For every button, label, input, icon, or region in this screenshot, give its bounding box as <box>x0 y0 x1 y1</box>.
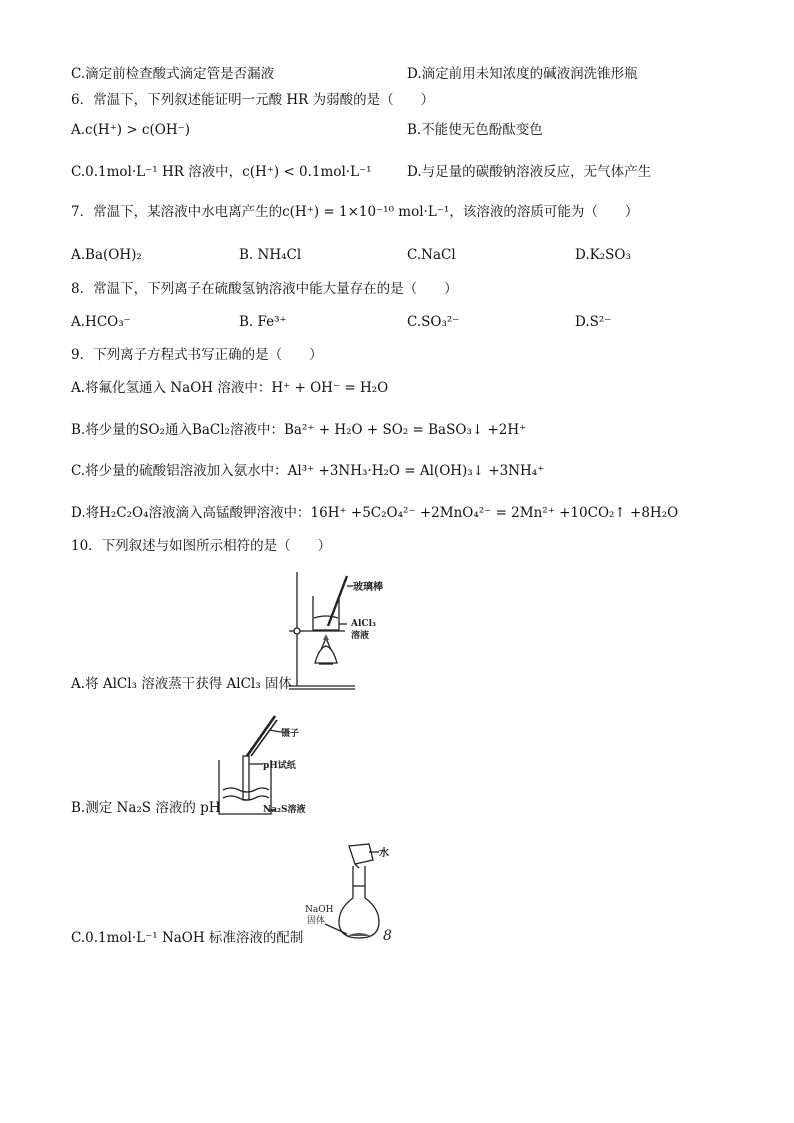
q10-option-c: C.0.1mol·L⁻¹ NaOH 标准溶液的配制 <box>71 930 304 946</box>
q7-option-d: D.K₂SO₃ <box>575 247 631 263</box>
q6-option-b: B.不能使无色酚酞变色 <box>407 122 543 138</box>
q6-option-a: A.c(H⁺) > c(OH⁻) <box>71 122 190 138</box>
figure-volumetric-flask <box>303 838 403 948</box>
mark-8: 8 <box>383 928 392 944</box>
q6-option-c: C.0.1mol·L⁻¹ HR 溶液中，c(H⁺) < 0.1mol·L⁻¹ <box>71 164 372 180</box>
q6-stem: 6．常温下，下列叙述能证明一元酸 HR 为弱酸的是（ ） <box>71 92 435 108</box>
q10-option-a: A.将 AlCl₃ 溶液蒸干获得 AlCl₃ 固体 <box>71 676 292 692</box>
q10-option-b: B.测定 Na₂S 溶液的 pH <box>71 800 221 816</box>
q8-stem: 8．常温下，下列离子在硫酸氢钠溶液中能大量存在的是（ ） <box>71 281 458 297</box>
q9-stem: 9．下列离子方程式书写正确的是（ ） <box>71 347 323 363</box>
q6-option-d: D.与足量的碳酸钠溶液反应，无气体产生 <box>407 164 652 180</box>
label-alcl3: AlCl₃ <box>351 619 376 629</box>
label-glass-rod: 玻璃棒 <box>353 582 383 593</box>
label-ph-paper: pH试纸 <box>263 761 296 771</box>
label-solution: 溶液 <box>351 631 370 641</box>
q9-option-a: A.将氟化氢通入 NaOH 溶液中：H⁺ + OH⁻ = H₂O <box>71 380 389 396</box>
q5-option-d: D.滴定前用未知浓度的碱液润洗锥形瓶 <box>407 66 638 82</box>
q7-stem: 7．常温下，某溶液中水电离产生的c(H⁺) = 1×10⁻¹⁰ mol·L⁻¹，该溶液的溶质可能为（ ） <box>71 204 639 220</box>
q8-option-a: A.HCO₃⁻ <box>71 314 131 330</box>
q7-option-b: B. NH₄Cl <box>239 247 302 263</box>
q9-option-d: D.将H₂C₂O₄溶液滴入高锰酸钾溶液中：16H⁺ +5C₂O₄²⁻ +2MnO₄²⁻ = 2Mn²⁺ +10CO₂↑ +8H₂O <box>71 505 679 521</box>
label-na2s-solution: Na₂S溶液 <box>263 805 306 815</box>
q7-option-c: C.NaCl <box>407 247 456 263</box>
label-tweezers: 镊子 <box>281 729 300 739</box>
q7-option-a: A.Ba(OH)₂ <box>71 247 142 263</box>
q9-option-b: B.将少量的SO₂通入BaCl₂溶液中：Ba²⁺ + H₂O + SO₂ = BaSO₃↓ +2H⁺ <box>71 422 527 438</box>
q9-option-c: C.将少量的硫酸铝溶液加入氨水中：Al³⁺ +3NH₃·H₂O = Al(OH)₃↓ +3NH₄⁺ <box>71 463 545 479</box>
q5-option-c: C.滴定前检查酸式滴定管是否漏液 <box>71 66 275 82</box>
q8-option-b: B. Fe³⁺ <box>239 314 287 330</box>
label-water: 水 <box>379 848 389 859</box>
q8-option-d: D.S²⁻ <box>575 314 612 330</box>
figure-evaporation-apparatus <box>285 568 395 690</box>
q8-option-c: C.SO₃²⁻ <box>407 314 460 330</box>
q10-stem: 10．下列叙述与如图所示相符的是（ ） <box>71 538 332 554</box>
label-solid: 固体 <box>307 916 326 926</box>
label-naoh: NaOH <box>305 905 334 915</box>
figure-ph-test <box>213 712 313 822</box>
